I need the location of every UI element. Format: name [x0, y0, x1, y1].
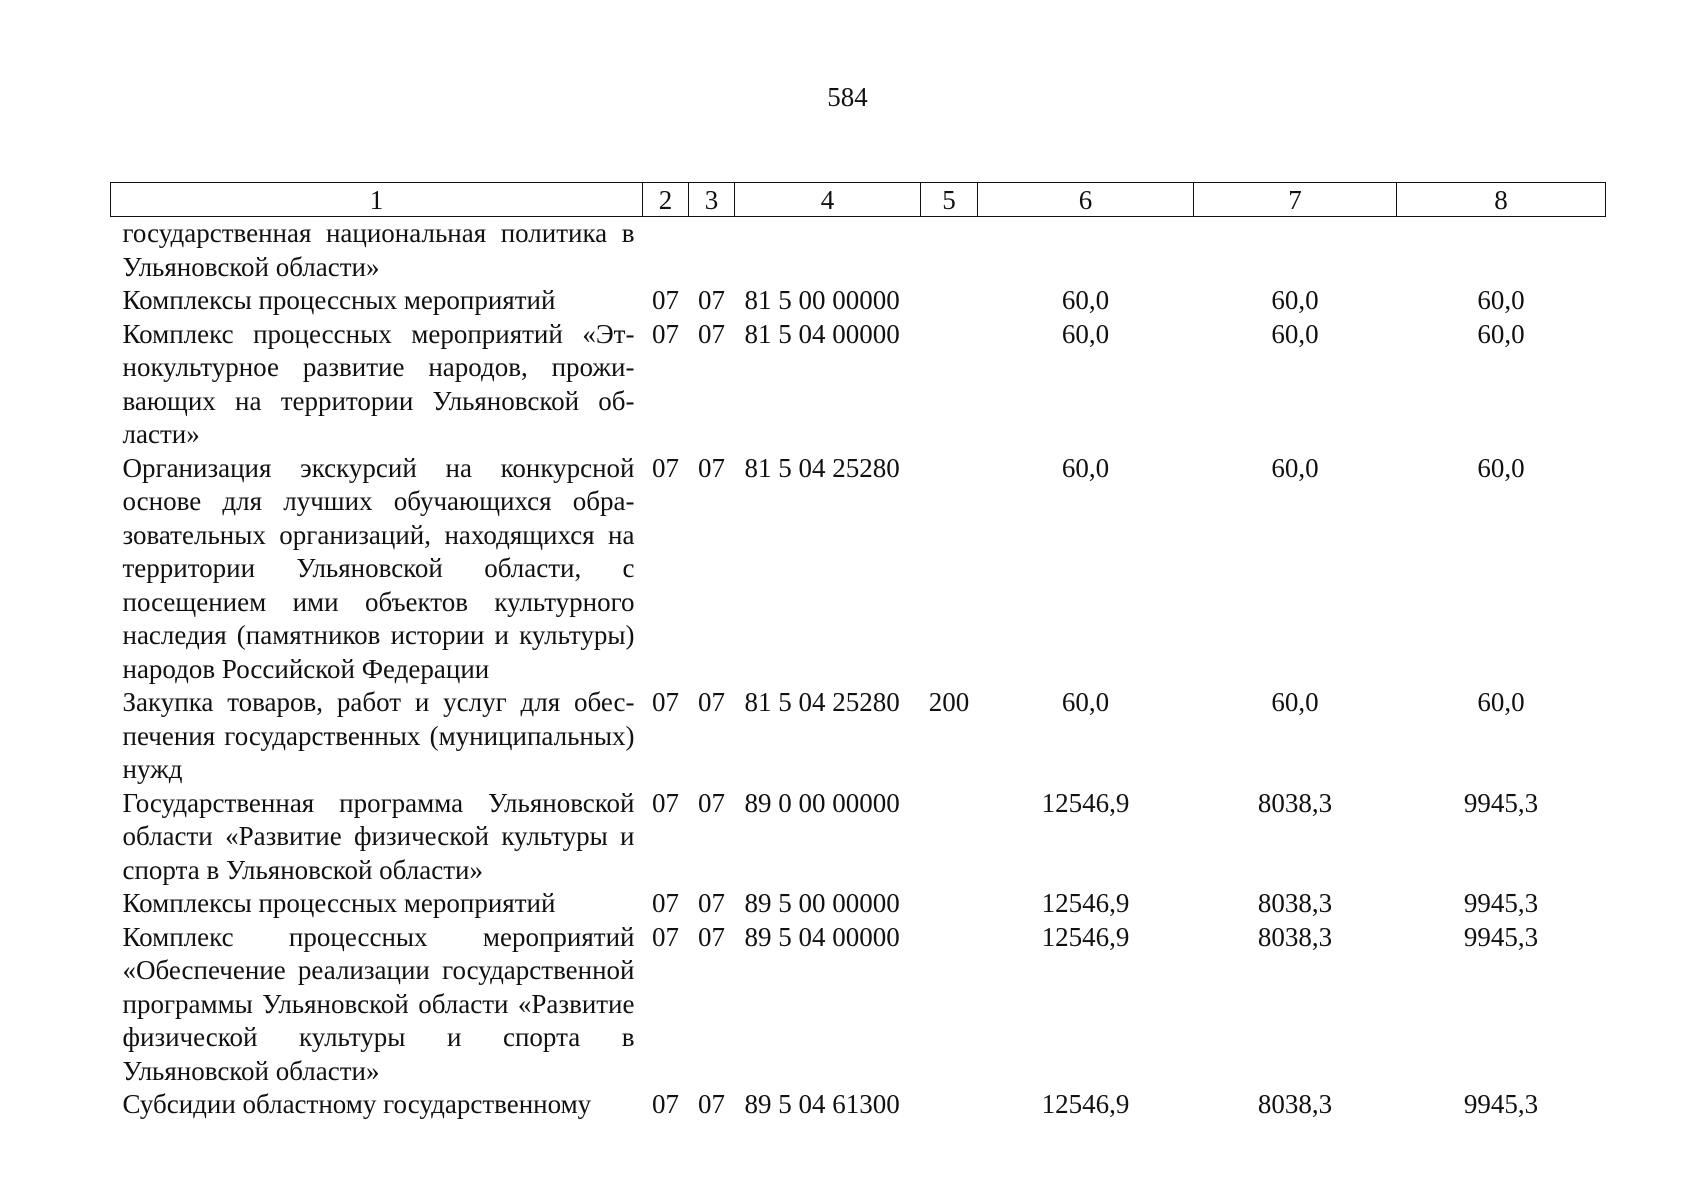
row-section: 07	[652, 921, 679, 952]
row-name: Комплексы процессных мероприятий	[122, 285, 556, 315]
header-row	[111, 183, 1606, 217]
table-row	[111, 217, 1606, 285]
header-col-7: 7	[1194, 183, 1397, 217]
row-name: Государственная программа Ульяновской области «Развитие физической культуры и спорта в Ульяновской области»	[122, 787, 635, 885]
row-year-1: 12546,9	[1041, 921, 1130, 952]
table-row	[111, 686, 1606, 787]
table-header	[111, 183, 1606, 217]
row-subsection: 07	[698, 1089, 725, 1119]
table-row	[111, 787, 1606, 888]
row-year-1: 60,0	[1061, 452, 1110, 483]
table-row	[111, 318, 1606, 452]
row-year-1: 12546,9	[1041, 888, 1130, 918]
row-code: 89 5 04 00000	[744, 921, 900, 952]
row-code: 89 5 04 61300	[744, 1089, 900, 1119]
row-year-1	[978, 217, 1194, 285]
row-name: Комплекс процессных мероприятий «Этнокультурное развитие народов, проживающих на территории Ульяновской области»	[122, 318, 635, 449]
row-year-2	[1194, 217, 1397, 285]
row-code	[735, 217, 921, 285]
row-section: 07	[652, 787, 679, 818]
row-section: 07	[652, 687, 679, 717]
row-year-2: 60,0	[1271, 452, 1319, 483]
table-body	[111, 217, 1606, 1122]
table-row	[111, 452, 1606, 687]
row-code: 81 5 04 25280	[744, 687, 900, 717]
row-year-2: 60,0	[1271, 285, 1319, 315]
row-year-1: 12546,9	[1041, 1089, 1130, 1119]
page-number: 584	[827, 82, 868, 112]
row-subsection: 07	[698, 452, 725, 483]
row-year-3: 60,0	[1477, 318, 1525, 349]
row-vr	[921, 217, 978, 285]
row-year-1: 60,0	[1061, 318, 1110, 349]
row-name: государственная национальная политика в Ульяновской области»	[122, 218, 635, 282]
table-row	[111, 921, 1606, 1089]
header-col-6: 6	[978, 183, 1194, 217]
row-year-2: 8038,3	[1257, 888, 1333, 918]
row-year-3: 60,0	[1477, 285, 1525, 315]
row-subsection: 07	[698, 687, 725, 717]
row-subsection: 07	[698, 318, 725, 349]
row-year-3: 9945,3	[1463, 888, 1539, 918]
row-year-2: 8038,3	[1257, 787, 1333, 818]
row-year-3: 9945,3	[1463, 921, 1539, 952]
row-vr: 200	[928, 687, 970, 717]
row-vr	[921, 1088, 978, 1122]
row-name: Комплексы процессных мероприятий	[122, 888, 556, 918]
row-code: 81 5 04 00000	[744, 318, 900, 349]
row-vr	[921, 787, 978, 888]
row-year-2: 60,0	[1271, 687, 1319, 717]
row-name: Закупка товаров, работ и услуг для обеспечения государственных (муниципальных) нужд	[122, 687, 635, 784]
row-code: 81 5 04 25280	[744, 452, 900, 483]
row-section: 07	[652, 318, 679, 349]
row-code: 89 5 00 00000	[744, 888, 900, 918]
row-year-3: 60,0	[1477, 452, 1525, 483]
row-vr	[921, 452, 978, 687]
header-col-8: 8	[1397, 183, 1606, 217]
row-name: Организация экскурсий на конкурсной основе для лучших обучающихся образовательных организаций, находящихся на территории Ульяновской области, с посещением ими объектов культурного наследия (памятников истории и культуры) народов Российской Федерации	[122, 452, 635, 684]
row-year-3: 60,0	[1477, 687, 1525, 717]
header-col-4: 4	[735, 183, 921, 217]
row-year-1: 60,0	[1061, 687, 1110, 717]
budget-table	[110, 182, 1606, 1122]
row-code: 89 0 00 00000	[744, 787, 900, 818]
row-year-3: 9945,3	[1463, 1089, 1539, 1119]
row-name: Комплекс процессных мероприятий «Обеспечение реализации государственной программы Ульяновской области «Развитие физической культуры и спорта в Ульяновской области»	[122, 921, 635, 1086]
row-vr	[921, 921, 978, 1089]
row-year-1: 60,0	[1061, 285, 1110, 315]
header-col-5: 5	[921, 183, 978, 217]
header-col-3: 3	[689, 183, 735, 217]
row-section: 07	[652, 285, 679, 315]
row-year-1: 12546,9	[1041, 787, 1130, 818]
row-subsection: 07	[698, 888, 725, 918]
row-section: 07	[652, 452, 679, 483]
table-row	[111, 1088, 1606, 1122]
row-subsection: 07	[698, 921, 725, 952]
table-row	[111, 284, 1606, 318]
header-col-2: 2	[643, 183, 689, 217]
row-vr	[921, 318, 978, 452]
row-name: Субсидии областному государственному	[122, 1089, 592, 1119]
table-row	[111, 887, 1606, 921]
row-year-2: 8038,3	[1257, 921, 1333, 952]
row-year-2: 60,0	[1271, 318, 1319, 349]
header-col-1: 1	[111, 183, 643, 217]
row-section: 07	[652, 1089, 679, 1119]
row-vr	[921, 887, 978, 921]
row-subsection	[689, 217, 735, 285]
row-subsection: 07	[698, 787, 725, 818]
row-year-3: 9945,3	[1463, 787, 1539, 818]
row-vr	[921, 284, 978, 318]
row-section: 07	[652, 888, 679, 918]
row-subsection: 07	[698, 285, 725, 315]
row-section	[643, 217, 689, 285]
row-code: 81 5 00 00000	[744, 285, 900, 315]
row-year-3	[1397, 217, 1606, 285]
row-year-2: 8038,3	[1257, 1089, 1333, 1119]
